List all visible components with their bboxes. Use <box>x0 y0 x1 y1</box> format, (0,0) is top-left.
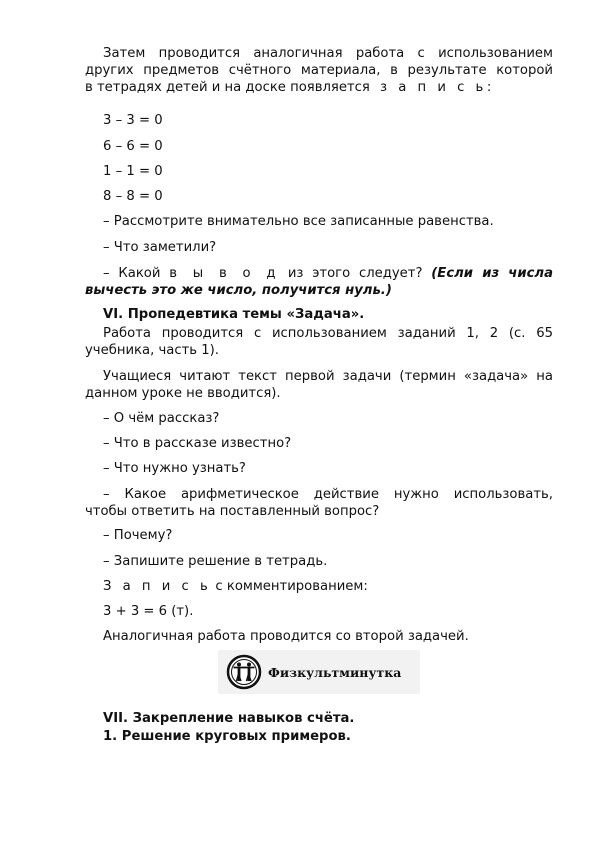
question-line: – Почему? <box>103 528 173 543</box>
question-line: – Что заметили? <box>103 240 217 255</box>
subsection-heading: 1. Решение круговых примеров. <box>103 729 351 744</box>
fizkultminutka-banner <box>218 650 420 694</box>
exercise-figures-icon <box>226 654 262 690</box>
text-span: – Какой <box>103 266 161 281</box>
paragraph-line: других предметов счётного материала, в результате которой <box>85 63 553 78</box>
paragraph-line: Аналогичная работа проводится со второй задачей. <box>103 629 469 644</box>
equation: 3 – 3 = 0 <box>103 113 163 128</box>
paragraph-line: учебника, часть 1). <box>85 343 219 358</box>
question-line <box>85 265 553 282</box>
banner-label: Физкультминутка <box>268 664 402 680</box>
spaced-word: в ы в о д <box>169 266 280 281</box>
section-heading: VII. Закрепление навыков счёта. <box>103 711 355 726</box>
spaced-word: З а п и с ь <box>103 579 212 594</box>
text-span: из этого следует? <box>287 266 423 281</box>
question-line: – Запишите решение в тетрадь. <box>103 554 328 569</box>
paragraph-line: Затем проводится аналогичная работа с использованием <box>103 46 553 61</box>
equation: 6 – 6 = 0 <box>103 139 163 154</box>
paragraph-line: Работа проводится с использованием заданий 1, 2 (с. 65 <box>103 326 553 341</box>
equation: 3 + 3 = 6 (т). <box>103 604 194 619</box>
equation: 1 – 1 = 0 <box>103 164 163 179</box>
text-span: в тетрадях детей и на доске появляется <box>85 80 370 95</box>
paragraph-line: данном уроке не вводится). <box>85 386 281 401</box>
answer-span: (Если из числа <box>431 266 553 281</box>
paragraph-line: Учащиеся читают текст первой задачи (термин «задача» на <box>103 369 553 384</box>
section-heading: VI. Пропедевтика темы «Задача». <box>103 307 365 322</box>
question-line: – Что нужно узнать? <box>103 461 246 476</box>
question-line: – Что в рассказе известно? <box>103 436 292 451</box>
equation: 8 – 8 = 0 <box>103 189 163 204</box>
question-line: чтобы ответить на поставленный вопрос? <box>85 504 380 519</box>
spaced-word: з а п и с ь: <box>380 80 495 95</box>
answer-line: вычесть это же число, получится нуль.) <box>85 283 392 298</box>
question-line: – Рассмотрите внимательно все записанные равенства. <box>103 214 494 229</box>
question-line: – О чём рассказ? <box>103 411 220 426</box>
question-line: – Какое арифметическое действие нужно использовать, <box>103 487 553 502</box>
paragraph-line <box>85 79 553 96</box>
text-span: с комментированием: <box>215 579 368 594</box>
paragraph-line <box>85 578 553 595</box>
